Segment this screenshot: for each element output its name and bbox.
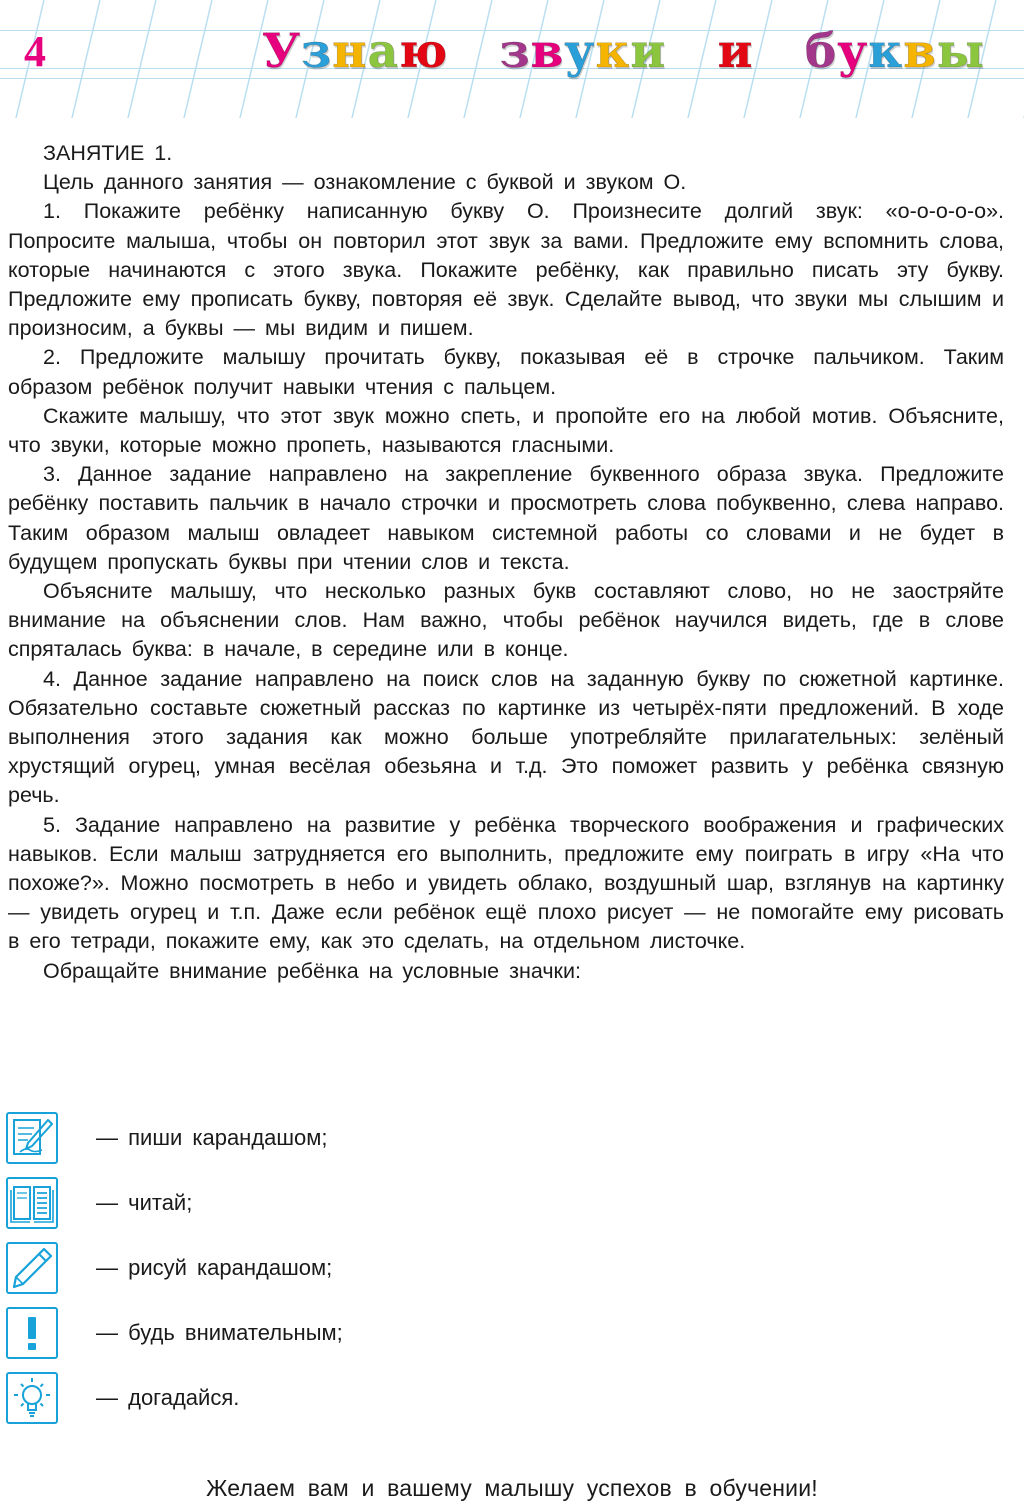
paragraph: Объясните малышу, что несколько разных букв составляют слово, но не заостряйте внимание на объяснении слов. Нам важно, чтобы ребёнок научился видеть, где в слове спряталась буква: в начале, в середине или в конце. — [8, 579, 1004, 662]
lesson-heading: ЗАНЯТИЕ 1. — [43, 141, 173, 165]
legend-label: — пиши карандашом; — [96, 1125, 328, 1150]
paragraph: 2. Предложите малышу прочитать букву, показывая её в строчке пальчиком. Таким образом ребёнок получит навыки чтения с пальцем. — [8, 345, 1004, 399]
legend-item-read — [0, 1177, 600, 1233]
lightbulb-icon — [6, 1372, 58, 1424]
legend-label: — будь внимательным; — [96, 1320, 343, 1345]
paragraph: Цель данного занятия — ознакомление с буквой и звуком О. — [43, 170, 687, 195]
paragraph: Скажите малышу, что этот звук можно спеть, и пропойте его на любой мотив. Объясните, что звуки, которые можно пропеть, называются гласными. — [8, 403, 1004, 458]
exclamation-icon — [6, 1307, 58, 1359]
page-number: 4 — [24, 27, 46, 76]
pencil-icon — [6, 1242, 58, 1294]
title-word: Узнаю — [262, 24, 449, 79]
pen-writing-icon — [6, 1112, 58, 1164]
page-title — [262, 24, 1019, 80]
title-word: буквы — [804, 24, 986, 79]
instruction-text — [8, 139, 1004, 986]
legend-label: — догадайся. — [96, 1385, 240, 1410]
paragraph: Обращайте внимание ребёнка на условные значки: — [43, 958, 581, 983]
closing-wish: Желаем вам и вашему малышу успехов в обучении! — [206, 1475, 818, 1501]
legend-label: — читай; — [96, 1190, 193, 1215]
paragraph: 1. Покажите ребёнку написанную букву О. Произнесите долгий звук: «о-о-о-о-о». Попросите малыша, чтобы он повторил этот звук за вами. Предложите ему вспомнить слова, которые начинаются с этого звука. Покажите ребёнку, как правильно писать эту букву. Предложите ему прописать букву, повторяя её звук. Сделайте вывод, что звуки мы слышим и произносим, а буквы — мы видим и пишем. — [8, 199, 1004, 341]
book-icon — [6, 1177, 58, 1229]
legend-item-write — [0, 1112, 600, 1168]
paragraph: 4. Данное задание направлено на поиск слов на заданную букву по сюжетной картинке. Обязательно составьте сюжетный рассказ по картинке из четырёх-пяти предложений. В ходе выполнения этого задания как можно больше употребляйте прилагательных: зелёный хрустящий огурец, умная весёлая обезьяна и т.д. Это поможет развить у ребёнка связную речь. — [8, 666, 1004, 808]
paragraph: 3. Данное задание направлено на закрепление буквенного образа звука. Предложите ребёнку поставить пальчик в начало строчки и просмотреть слова побуквенно, слева направо. Таким образом малыш овладеет навыком системной работы со словами и не будет в будущем пропускать буквы при чтении слов и текста. — [8, 462, 1004, 574]
legend-item-draw — [0, 1242, 600, 1298]
paragraph: 5. Задание направлено на развитие у ребёнка творческого воображения и графических навыков. Если малыш затрудняется его выполнить, предложите ему поиграть в игру «На что похоже?». Можно посмотреть в небо и увидеть облако, воздушный шар, взглянув на картинку — увидеть огурец и т.п. Даже если ребёнок ещё плохо рисует — не помогайте ему рисовать в его тетради, покажите ему, как это сделать, на отдельном листочке. — [8, 812, 1004, 954]
legend-label: — рисуй карандашом; — [96, 1255, 333, 1280]
page-header — [0, 0, 1024, 118]
title-word: и — [717, 24, 754, 79]
title-word: звуки — [499, 24, 667, 79]
legend-item-guess — [0, 1372, 600, 1428]
legend-item-attention — [0, 1307, 600, 1363]
